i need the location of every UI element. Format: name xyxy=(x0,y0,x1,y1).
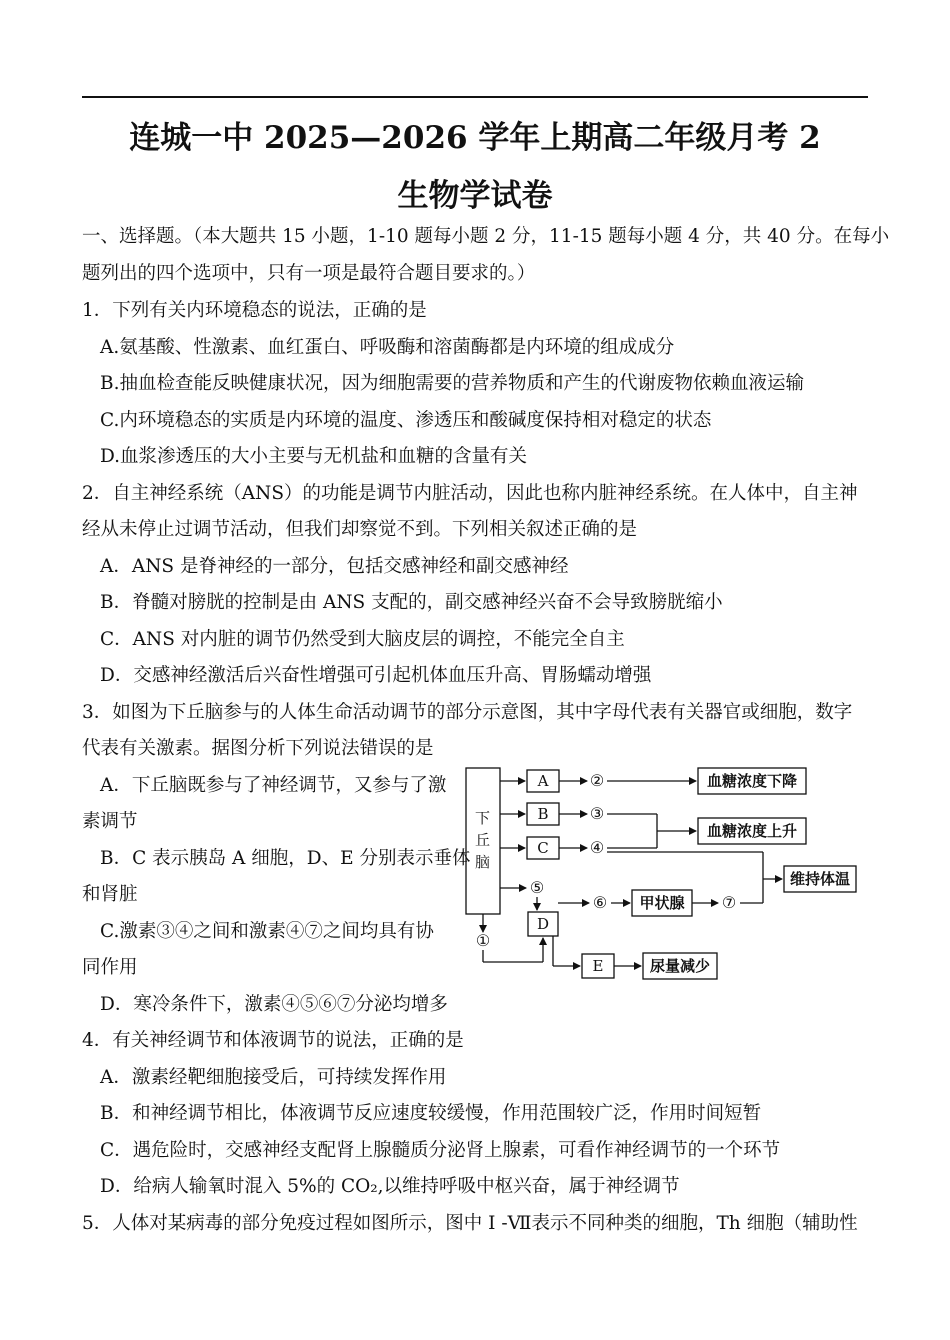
q3-option-d: D．寒冷条件下，激素④⑤⑥⑦分泌均增多 xyxy=(100,994,448,1015)
q2-option-b: B．脊髓对膀胱的控制是由 ANS 支配的，副交感神经兴奋不会导致膀胱缩小 xyxy=(100,592,723,613)
thyroid-label: 甲状腺 xyxy=(639,894,685,912)
q3-option-c-line-1: C.激素③④之间和激素④⑦之间均具有协 xyxy=(100,921,434,942)
q1-option-a: A.氨基酸、性激素、血红蛋白、呼吸酶和溶菌酶都是内环境的组成成分 xyxy=(100,337,675,358)
q2-option-d: D．交感神经激活后兴奋性增强可引起机体血压升高、胃肠蠕动增强 xyxy=(100,665,652,686)
label-c: C xyxy=(537,839,549,857)
q2-option-c: C．ANS 对内脏的调节仍然受到大脑皮层的调控，不能完全自主 xyxy=(100,629,625,650)
q2-stem-line-1: 2．自主神经系统（ANS）的功能是调节内脏活动，因此也称内脏神经系统。在人体中，自主神 xyxy=(82,483,858,504)
label-d: D xyxy=(536,915,550,933)
q1-option-c: C.内环境稳态的实质是内环境的温度、渗透压和酸碱度保持相对稳定的状态 xyxy=(100,410,712,431)
hormone-6: ⑥ xyxy=(592,893,608,912)
q3-option-c-line-2: 同作用 xyxy=(82,957,138,978)
label-e: E xyxy=(592,957,604,975)
glucose-up-label: 血糖浓度上升 xyxy=(706,822,798,840)
hormone-5: ⑤ xyxy=(529,878,545,897)
hormone-7: ⑦ xyxy=(721,893,737,912)
hypothalamus-char-1: 下 xyxy=(475,809,491,827)
q5-stem: 5．人体对某病毒的部分免疫过程如图所示，图中 I -Ⅶ表示不同种类的细胞，Th 细胞（辅助性 xyxy=(82,1213,858,1234)
q3-option-a-line-2: 素调节 xyxy=(82,811,138,832)
q3-stem-line-1: 3．如图为下丘脑参与的人体生命活动调节的部分示意图，其中字母代表有关器官或细胞，数字 xyxy=(82,702,853,723)
hormone-3: ③ xyxy=(589,804,605,823)
q4-stem: 4．有关神经调节和体液调节的说法，正确的是 xyxy=(82,1030,464,1051)
q2-stem-line-2: 经从未停止过调节活动，但我们却察觉不到。下列相关叙述正确的是 xyxy=(82,519,638,540)
q3-option-b-line-2: 和肾脏 xyxy=(82,884,138,905)
hypothalamus-char-2: 丘 xyxy=(475,831,491,849)
body-temp-label: 维持体温 xyxy=(789,870,851,888)
q1-option-d: D.血浆渗透压的大小主要与无机盐和血糖的含量有关 xyxy=(100,446,528,467)
q4-option-c: C．遇危险时，交感神经支配肾上腺髓质分泌肾上腺素，可看作神经调节的一个环节 xyxy=(100,1140,781,1161)
q3-stem-line-2: 代表有关激素。据图分析下列说法错误的是 xyxy=(82,738,434,759)
glucose-down-label: 血糖浓度下降 xyxy=(706,772,798,790)
q3-option-b-line-1: B．C 表示胰岛 A 细胞，D、E 分别表示垂体 xyxy=(100,848,471,869)
q4-option-b: B．和神经调节相比，体液调节反应速度较缓慢，作用范围较广泛，作用时间短暂 xyxy=(100,1103,762,1124)
exam-subtitle: 生物学试卷 xyxy=(397,178,553,214)
hormone-2: ② xyxy=(589,771,605,790)
q2-option-a: A．ANS 是脊神经的一部分，包括交感神经和副交感神经 xyxy=(100,556,569,577)
label-a: A xyxy=(537,772,549,790)
q3-option-a-line-1: A．下丘脑既参与了神经调节，又参与了激 xyxy=(100,775,447,796)
label-b: B xyxy=(537,805,549,823)
urine-less-label: 尿量减少 xyxy=(649,957,711,975)
q1-stem: 1．下列有关内环境稳态的说法，正确的是 xyxy=(82,300,427,321)
section-header-line-2: 题列出的四个选项中，只有一项是最符合题目要求的。） xyxy=(82,263,536,284)
hormone-1: ① xyxy=(475,931,491,950)
hypothalamus-char-3: 脑 xyxy=(475,853,491,871)
q4-option-d: D．给病人输氧时混入 5%的 CO₂,以维持呼吸中枢兴奋，属于神经调节 xyxy=(100,1176,680,1197)
exam-title: 连城一中 2025—2026 学年上期高二年级月考 2 xyxy=(129,120,821,156)
section-header-line-1: 一、选择题。（本大题共 15 小题，1-10 题每小题 2 分，11-15 题每小题 4 分，共 40 分。在每小 xyxy=(82,226,890,247)
hormone-4: ④ xyxy=(589,838,605,857)
q4-option-a: A．激素经靶细胞接受后，可持续发挥作用 xyxy=(100,1067,447,1088)
q1-option-b: B.抽血检查能反映健康状况，因为细胞需要的营养物质和产生的代谢废物依赖血液运输 xyxy=(100,373,804,394)
